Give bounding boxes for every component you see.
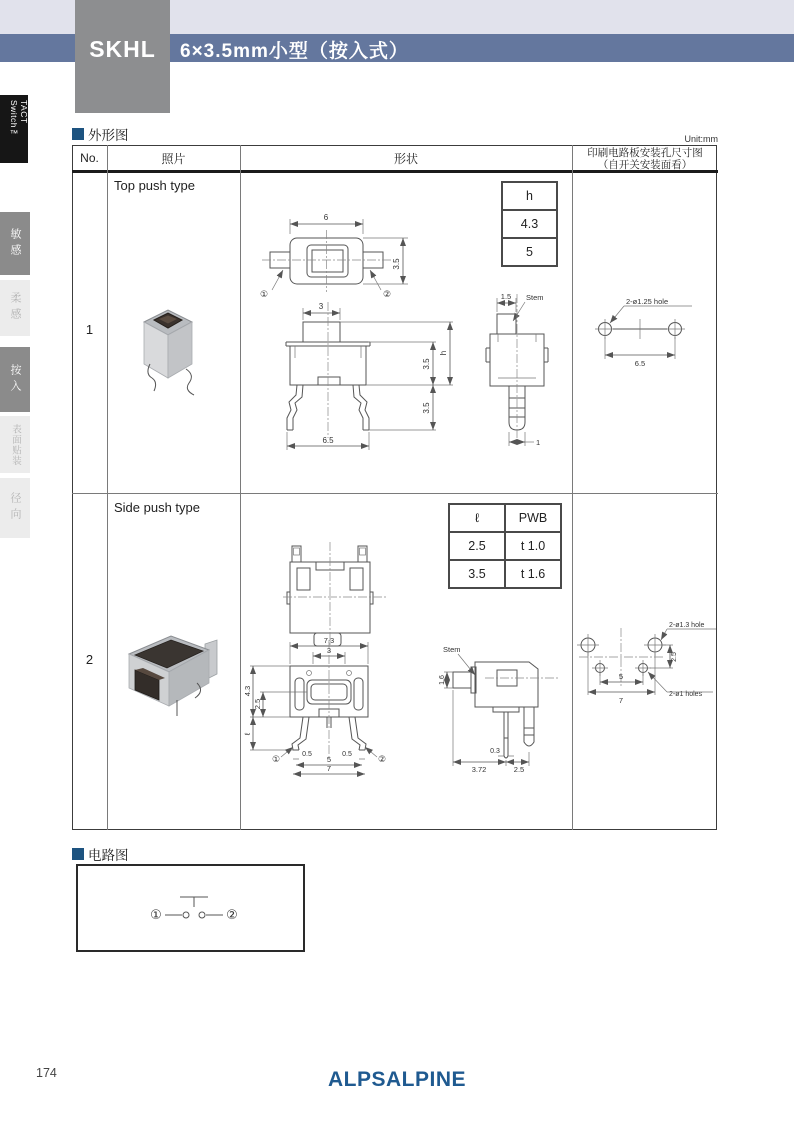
hole-label: 2-ø1.3 hole (669, 622, 705, 629)
row2-front-view-drawing (243, 638, 398, 778)
h-table-header: h (502, 182, 557, 210)
model-name: SKHL (89, 36, 156, 62)
row2-pcb-hole-drawing (573, 612, 718, 707)
dim-label: 7 (618, 696, 624, 705)
sidebar-tab-soft (0, 280, 30, 336)
sidebar-tab-radial (0, 478, 30, 538)
col-header-photo: 照片 (161, 151, 186, 166)
dim-label: 3.72 (471, 765, 487, 774)
page-title: 6×3.5mm小型（按入式） (180, 41, 409, 62)
row2-type-label: Side push type (114, 500, 201, 515)
sidebar-tab-smd (0, 416, 30, 473)
col-header-pcb-line1: 印刷电路板安装孔尺寸图 (587, 147, 703, 159)
row1-no: 1 (85, 322, 94, 337)
circuit-terminal-2: ② (226, 907, 238, 922)
dim-label: 0.5 (302, 751, 312, 758)
row1-type-label: Top push type (114, 178, 195, 193)
dim-label: h (439, 350, 448, 356)
col-divider (107, 145, 108, 830)
col-header-no: No. (80, 151, 99, 165)
col-header-shape: 形状 (393, 151, 418, 166)
dim-label: 6 (323, 213, 329, 222)
stem-label: Stem (526, 293, 544, 302)
unit-label: Unit:mm (684, 134, 718, 144)
col-divider (572, 145, 573, 830)
circuit-diagram (78, 866, 303, 950)
l-table-value: 3.5 (449, 560, 505, 588)
dim-label: 5 (326, 755, 332, 764)
side-push-switch-photo (113, 628, 223, 728)
dim-label: 4.3 (243, 685, 252, 697)
stem-label: Stem (443, 645, 461, 654)
row1-side-view-drawing (468, 290, 568, 458)
model-box (75, 0, 170, 113)
row2-side-view-drawing (425, 638, 560, 778)
terminal-2-label: ② (382, 289, 392, 299)
row1-h-table (501, 181, 558, 267)
heading-square-icon (72, 848, 84, 860)
dim-label: 5 (618, 672, 624, 681)
outline-section-heading (72, 124, 129, 144)
row1-front-view-drawing (248, 298, 473, 460)
alpsalpine-logo: ALPSALPINE (327, 1068, 466, 1091)
row2-top-view-drawing (283, 540, 388, 648)
sidebar-tab-label: 柔感 (9, 292, 21, 324)
dim-label: 6.5 (322, 436, 334, 445)
row1-top-view-drawing (250, 188, 495, 300)
dim-label: 1.6 (439, 675, 446, 685)
dim-label: 1.5 (500, 292, 512, 301)
h-table-value: 4.3 (502, 210, 557, 238)
dim-label: 7.3 (323, 636, 335, 645)
row-divider (72, 493, 718, 494)
l-table-header: ℓ (449, 504, 505, 532)
l-table-value: 2.5 (449, 532, 505, 560)
dim-label: 2.5 (253, 698, 262, 710)
dim-label: 3 (318, 302, 324, 311)
circuit-diagram-box (76, 864, 305, 952)
l-table-value: t 1.6 (505, 560, 561, 588)
l-table-header: PWB (505, 504, 561, 532)
sidebar-tab-sensitive (0, 212, 30, 275)
sidebar-tab-label: 表面贴装 (10, 423, 21, 466)
dim-label: 3.5 (422, 358, 431, 370)
h-table-value: 5 (502, 238, 557, 266)
dim-label: 0.5 (342, 751, 352, 758)
l-table-value: t 1.0 (505, 532, 561, 560)
terminal-1-label: ① (271, 754, 281, 764)
circuit-section-heading (72, 844, 129, 864)
circuit-terminal-1: ① (150, 907, 162, 922)
col-header-pcb (572, 147, 718, 171)
terminal-1-label: ① (259, 289, 269, 299)
dim-label: 3 (326, 646, 332, 655)
dim-label: 6.5 (634, 359, 646, 368)
dim-label: 2.5 (671, 652, 678, 662)
top-push-switch-photo (128, 290, 208, 415)
dim-label: 0.3 (490, 748, 500, 755)
page-number: 174 (36, 1066, 57, 1080)
heading-square-icon (72, 128, 84, 140)
series-tab (0, 95, 28, 163)
dim-label: 3.5 (392, 258, 401, 270)
hole-label: 2-ø1.25 hole (626, 297, 669, 306)
hole-label: 2-ø1 holes (669, 691, 703, 698)
dim-label: ℓ (243, 732, 252, 736)
col-header-pcb-line2: （自开关安装面看） (597, 159, 693, 171)
dim-label: 2.5 (513, 765, 525, 774)
sidebar-tab-label: 敏感 (9, 227, 21, 260)
sidebar-tab-push-in (0, 347, 30, 412)
dim-label: 7 (326, 764, 332, 773)
row2-l-table (448, 503, 562, 589)
col-divider (240, 145, 241, 830)
sidebar-tab-label: 按入 (9, 363, 21, 396)
dim-label: 3.5 (422, 402, 431, 414)
terminal-2-label: ② (377, 754, 387, 764)
circuit-heading-text: 电路图 (88, 848, 129, 863)
row1-pcb-hole-drawing (580, 293, 712, 368)
row2-no: 2 (85, 652, 94, 667)
series-tab-label: TACT Switch™ (9, 100, 29, 139)
sidebar-tab-label: 径向 (9, 492, 21, 524)
dim-label: 1 (536, 438, 541, 447)
outline-heading-text: 外形图 (88, 128, 129, 143)
